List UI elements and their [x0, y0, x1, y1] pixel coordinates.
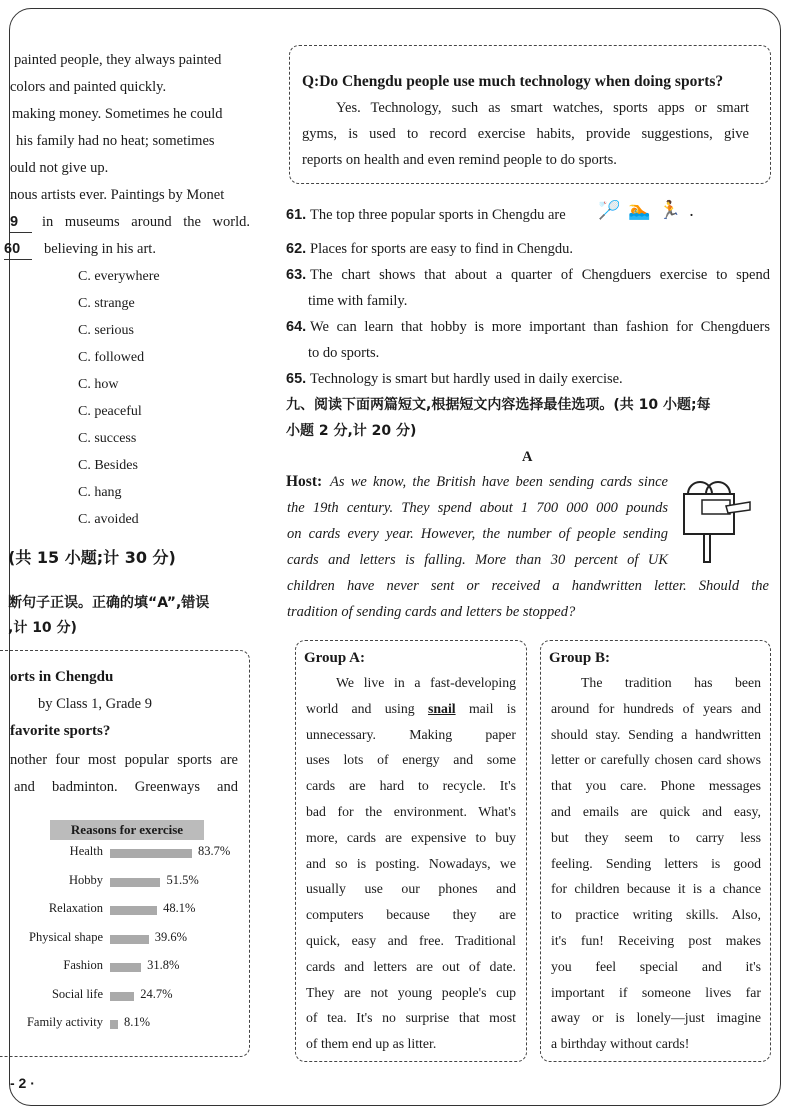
group-a-text: quick, easy and free. Traditional [306, 933, 516, 948]
chart-value-label: 24.7% [140, 986, 173, 1001]
group-b-line [551, 699, 761, 719]
group-a-line [306, 828, 516, 848]
passage-line: believing in his art. [44, 241, 156, 257]
group-b-line [551, 776, 761, 796]
option-c: C. how [78, 377, 119, 392]
host-line [287, 498, 668, 518]
group-a-line [306, 1034, 516, 1054]
passage-line: his family had no heat; sometimes [16, 133, 215, 149]
group-a-text: and so is posting. Nowadays, we [306, 855, 516, 871]
sports-pictures [598, 200, 702, 221]
group-b-text: important if someone lives far [551, 984, 761, 1000]
group-b-line [581, 673, 761, 693]
badminton-icon: 🏸 [598, 200, 629, 220]
passage-text: in museums around the world. [42, 214, 250, 230]
host-line: tradition of sending cards and letters be stopped? [287, 604, 576, 620]
chart-value-label: 51.5% [166, 872, 199, 887]
group-b-text: it's fun! Receiving post makes [551, 933, 761, 948]
option-c: C. everywhere [78, 269, 160, 284]
group-b-line [551, 750, 761, 770]
option-c: C. followed [78, 350, 145, 365]
option-c: C. serious [78, 323, 134, 338]
group-b-text: The tradition has been [581, 675, 761, 690]
group-b-line [551, 905, 761, 925]
group-b-title: Group B: [549, 650, 610, 666]
group-a-text: uses lots of energy and some [306, 752, 516, 768]
group-b-line [551, 879, 761, 899]
chart-bar [110, 849, 192, 858]
host-label: Host: [286, 473, 323, 490]
chart-bar [110, 935, 149, 944]
survey-line [10, 750, 238, 770]
passage-line [42, 212, 250, 232]
host-text: cards and letters is falling. More than 30 percent of UK [287, 552, 668, 568]
passage-line: ould not give up. [10, 160, 109, 176]
group-a-line [306, 957, 516, 977]
survey-text: and badminton. Greenways and [14, 779, 238, 795]
group-b-line [551, 1034, 761, 1054]
survey-byline: by Class 1, Grade 9 [38, 696, 152, 712]
chart-category-label: Physical shape [29, 929, 103, 944]
group-a-text: of tea. It's no surprise that most [306, 1010, 516, 1026]
group-a-line [306, 931, 516, 951]
group-b-text: should stay. Sending a handwritten [551, 726, 761, 742]
group-a-line [306, 699, 516, 719]
group-b-text: that you care. Phone messages [551, 778, 761, 794]
chart-bar [110, 906, 157, 915]
host-text: on cards every year. However, the number of people sending [287, 526, 668, 542]
chart-value-label: 8.1% [123, 1015, 150, 1029]
passage-line: painted people, they always painted [14, 52, 222, 68]
group-b-line [551, 802, 761, 822]
swimming-icon: 🏊 [628, 200, 659, 220]
item-text [310, 317, 770, 337]
group-a-line [306, 983, 516, 1003]
item-number: 62. [286, 241, 307, 257]
chart-value-label: 31.8% [147, 958, 180, 972]
host-text: children have never sent or received a handwritten letter. Should the [287, 578, 769, 594]
group-a-title: Group A: [304, 650, 365, 666]
chart-category-label: Family activity [26, 1015, 103, 1029]
group-a-line [306, 879, 516, 899]
item-text [310, 265, 770, 285]
group-b-text: to practice writing skills. Also, [551, 907, 761, 923]
chart-category-label: Fashion [63, 958, 103, 972]
qa-answer-line [336, 98, 749, 118]
chart-category-label: Health [69, 844, 103, 858]
blank-number: 60 [4, 239, 32, 260]
group-a-text: We live in a fast-developing [336, 675, 516, 690]
qa-question: Q:Do Chengdu people use much technology when doing sports? [302, 73, 724, 90]
group-a-text: bad for the environment. What's [306, 804, 516, 819]
blank-number: 9 [10, 212, 32, 233]
chart-value-label: 39.6% [154, 929, 188, 944]
survey-line [14, 777, 238, 797]
group-b-text: for children because it is a chance [551, 881, 761, 897]
option-c: C. peaceful [78, 404, 142, 419]
group-a-line [306, 802, 516, 822]
group-a-text: world and using snail mail is [306, 700, 516, 716]
option-c: C. avoided [78, 512, 139, 527]
option-c: C. hang [78, 485, 122, 500]
chart-bar [110, 1020, 118, 1029]
section-heading: (共 15 小题;计 30 分) [8, 548, 176, 567]
item-text: to do sports. [308, 345, 380, 361]
item-text: time with family. [308, 293, 408, 309]
item-number: 64. [286, 319, 307, 335]
chart-category-label: Relaxation [48, 901, 103, 915]
chart-bar [110, 963, 141, 972]
item-text-line: The chart shows that about a quarter of Chengduers exercise to spend [310, 267, 770, 283]
passage-letter: A [522, 449, 533, 465]
chart-bar [110, 878, 160, 887]
survey-question: favorite sports? [10, 723, 111, 739]
chart-category-label: Hobby [68, 872, 103, 887]
period: . [689, 200, 702, 220]
group-b-text: away or is lonely—just imagine [551, 1010, 761, 1026]
item-text-line: We can learn that hobby is more important than fashion for Chengduers [310, 319, 770, 335]
option-c: C. strange [78, 296, 135, 311]
chart-category-label: Social life [51, 986, 103, 1001]
group-b-text: feeling. Sending letters is good [551, 855, 761, 871]
qa-answer-line [302, 124, 749, 144]
group-b-line [551, 983, 761, 1003]
group-b-line [551, 931, 761, 951]
group-b-text: and emails are quick and easy, [551, 804, 761, 819]
group-b-text: a birthday without cards! [551, 1036, 690, 1052]
host-line [287, 576, 769, 596]
group-b-line [551, 957, 761, 977]
survey-text: nother four most popular sports are [10, 752, 238, 768]
option-c: C. success [78, 431, 137, 446]
item-text: Places for sports are easy to find in Chengdu. [310, 241, 573, 257]
chart-value-label: 83.7% [198, 844, 231, 858]
group-a-line [306, 750, 516, 770]
host-line [330, 472, 668, 492]
group-a-text: unnecessary. Making paper [306, 726, 516, 742]
item-number: 61. [286, 207, 307, 223]
group-a-text: of them end up as litter. [306, 1036, 437, 1052]
group-a-line [306, 776, 516, 796]
group-b-line [551, 725, 761, 745]
item-text: The top three popular sports in Chengdu are [310, 207, 566, 223]
group-a-line [306, 1008, 516, 1028]
group-a-text: more, cards are expensive to buy [306, 829, 516, 845]
mailbox-icon [680, 470, 772, 566]
host-line [287, 524, 668, 544]
chart-bar [110, 992, 134, 1001]
page-number: - 2 · [10, 1075, 35, 1091]
passage-line: nous artists ever. Paintings by Monet [10, 187, 225, 203]
group-a-text: usually use our phones and [306, 881, 516, 897]
group-b-text: letter or carefully chosen card shows [551, 752, 761, 768]
qa-text: gyms, is used to record exercise habits, provide suggestions, give [302, 126, 749, 142]
passage-line: colors and painted quickly. [10, 79, 167, 95]
passage-line: making money. Sometimes he could [12, 106, 223, 122]
item-number: 63. [286, 267, 307, 283]
group-a-text: computers because they are [306, 907, 516, 923]
survey-title: orts in Chengdu [10, 669, 114, 685]
chart-value-label: 48.1% [163, 901, 196, 915]
group-b-line [551, 828, 761, 848]
instruction-line: 断句子正误。正确的填“A”,错误 [8, 595, 210, 611]
group-a-line [336, 673, 516, 693]
instruction-line: ,计 10 分) [8, 620, 77, 636]
host-line [287, 550, 668, 570]
group-b-text: but they seem to carry less [551, 829, 761, 845]
item-number: 65. [286, 371, 307, 387]
host-text: the 19th century. They spend about 1 700 000 000 pounds [287, 500, 668, 516]
qa-text: Yes. Technology, such as smart watches, sports apps or smart [336, 100, 749, 116]
running-icon: 🏃 [658, 200, 690, 220]
group-b-text: around for hundreds of years and [551, 700, 761, 716]
group-b-text: you feel special and it's [551, 958, 761, 974]
item-text: Technology is smart but hardly used in daily exercise. [310, 371, 623, 387]
group-a-text: cards and letters are out of date. [306, 958, 516, 974]
option-c: C. Besides [78, 458, 138, 473]
group-a-line [306, 905, 516, 925]
chart-title: Reasons for exercise [70, 822, 184, 837]
group-b-line [551, 1008, 761, 1028]
group-a-line [306, 725, 516, 745]
group-a-line [306, 854, 516, 874]
group-b-line [551, 854, 761, 874]
section9-heading: 九、阅读下面两篇短文,根据短文内容选择最佳选项。(共 10 小题;每 [286, 397, 711, 413]
section9-heading: 小题 2 分,计 20 分) [286, 423, 417, 439]
group-a-text: They are not young people's cup [306, 984, 516, 1000]
qa-answer-line: reports on health and even remind people to do sports. [302, 152, 617, 168]
underlined-word: snail [428, 700, 456, 716]
group-a-text: cards are hard to recycle. It's [306, 778, 516, 794]
host-text: As we know, the British have been sending cards since [330, 474, 668, 490]
